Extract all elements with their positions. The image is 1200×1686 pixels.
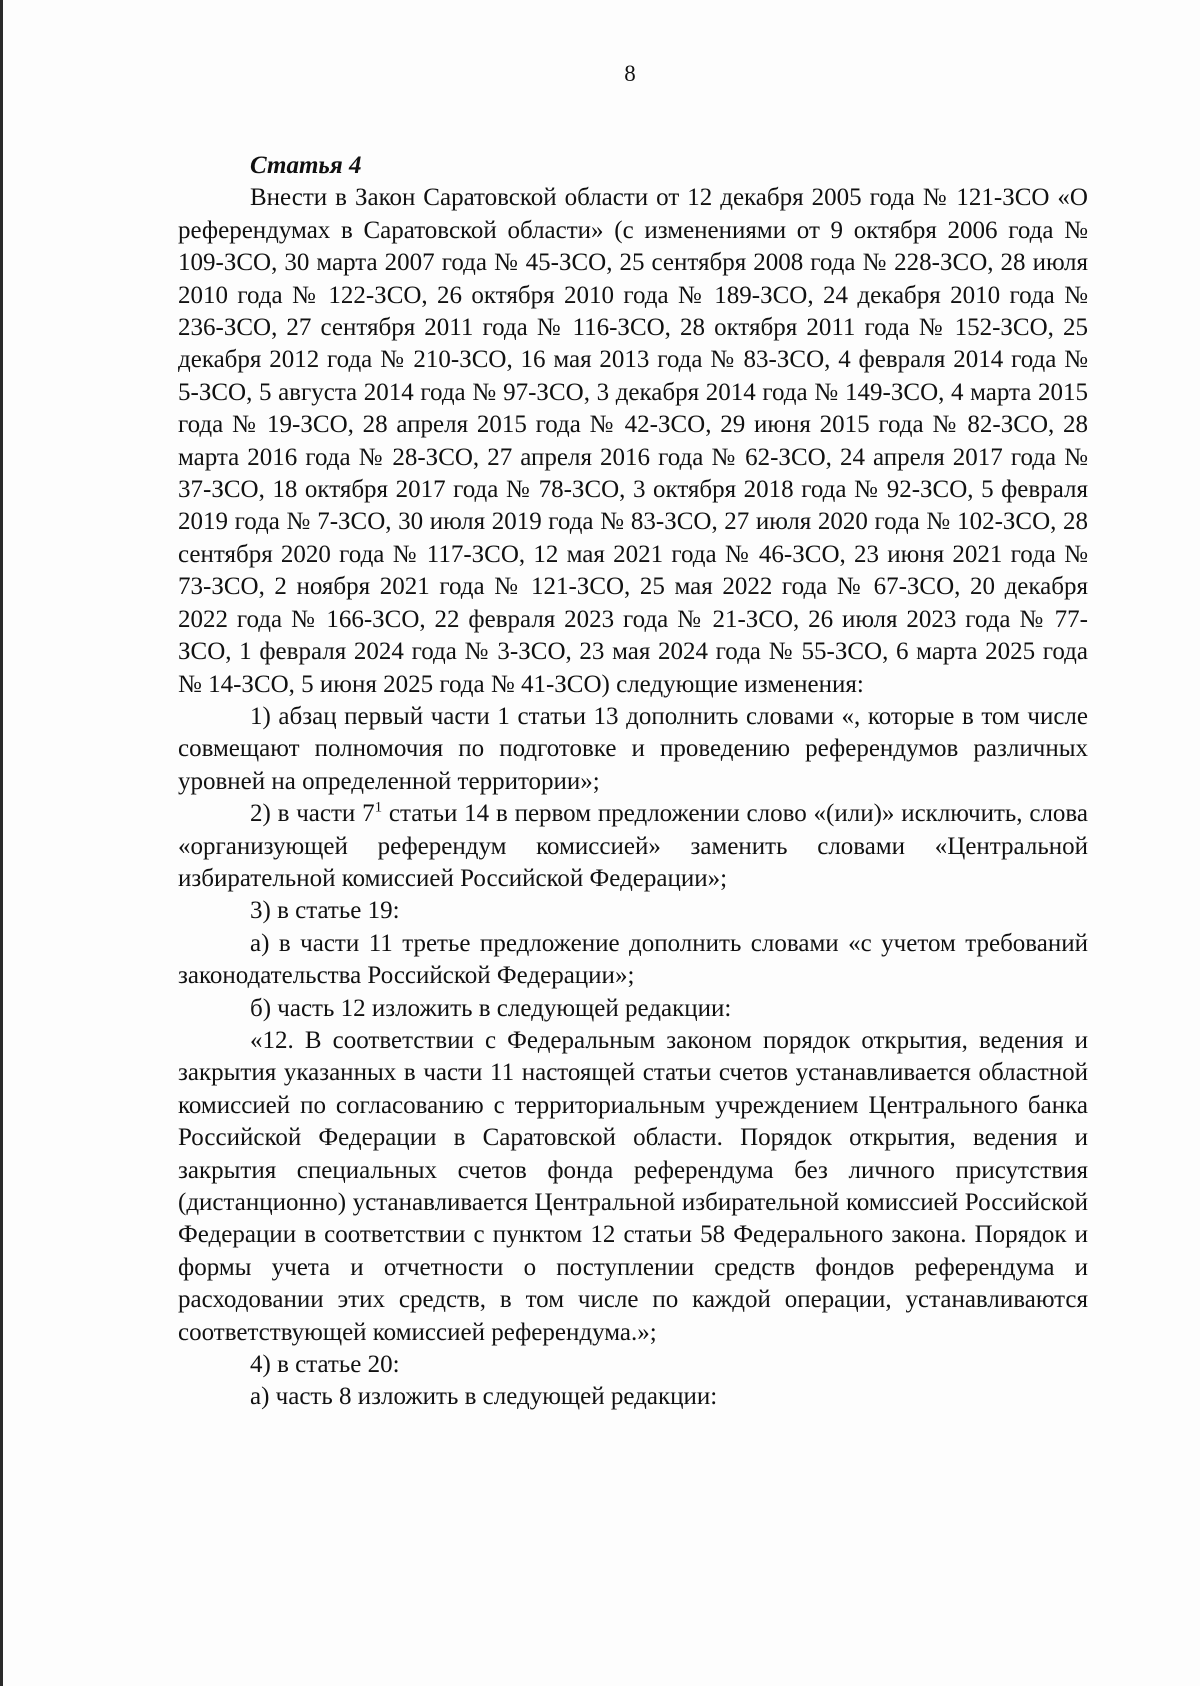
item-2-text-start: 2) в части 7 [250,800,375,828]
quoted-part-12: «12. В соответствии с Федеральным законом порядок открытия, ведения и закрытия указанных в части 11 настоящей статьи счетов устанавливается областной комиссией по согласованию с территориальным учреждением Центрального банка Российской Федерации в Саратовской области. Порядок открытия, ведения и закрытия специальных счетов фонда референдума без личного присутствия (дистанционно) устанавливается Центральной избирательной комиссией Российской Федерации в соответствии с пунктом 12 статьи 58 Федерального закона. Порядок и формы учета и отчетности о поступлении средств фондов референдума и расходовании этих средств, в том числе по каждой операции, устанавливаются соответствующей комиссией референдума.»; [178,1026,1088,1346]
item-2-text-end: статьи 14 в первом предложении слово «(или)» исключить, слова «организующей референдум комиссией» заменить словами «Центральной избирательной комиссией Российской Федерации»; [178,800,1088,892]
scan-edge [0,0,3,1686]
amendment-item-3a: а) в части 11 третье предложение дополнить словами «с учетом требований законодательства Российской Федерации»; [178,929,1088,990]
amendment-item-4a: а) часть 8 изложить в следующей редакции: [250,1383,718,1411]
amendment-item-1: 1) абзац первый части 1 статьи 13 дополнить словами «, которые в том числе совмещают полномочия по подготовке и проведению референдумов различных уровней на определенной территории»; [178,702,1088,795]
article-title: Статья 4 [250,152,362,179]
amendment-item-4: 4) в статье 20: [250,1351,400,1379]
page-number: 8 [624,61,636,86]
document-body [178,150,1088,1414]
amendment-item-3: 3) в статье 19: [250,897,400,925]
item-2-superscript: 1 [374,799,383,816]
amendment-item-3b: б) часть 12 изложить в следующей редакции: [250,994,732,1022]
intro-paragraph: Внести в Закон Саратовской области от 12 декабря 2005 года № 121-ЗСО «О референдумах в Саратовской области» (с изменениями от 9 октября 2006 года № 109-ЗСО, 30 марта 2007 года № 45-ЗСО, 25 сентября 2008 года № 228-ЗСО, 28 июля 2010 года № 122-ЗСО, 26 октября 2010 года № 189-ЗСО, 24 декабря 2010 года № 236-ЗСО, 27 сентября 2011 года № 116-ЗСО, 28 октября 2011 года № 152-ЗСО, 25 декабря 2012 года № 210-ЗСО, 16 мая 2013 года № 83-ЗСО, 4 февраля 2014 года № 5-ЗСО, 5 августа 2014 года № 97-ЗСО, 3 декабря 2014 года № 149-ЗСО, 4 марта 2015 года № 19-ЗСО, 28 апреля 2015 года № 42-ЗСО, 29 июня 2015 года № 82-ЗСО, 28 марта 2016 года № 28-ЗСО, 27 апреля 2016 года № 62-ЗСО, 24 апреля 2017 года № 37-ЗСО, 18 октября 2017 года № 78-ЗСО, 3 октября 2018 года № 92-ЗСО, 5 февраля 2019 года № 7-ЗСО, 30 июля 2019 года № 83-ЗСО, 27 июля 2020 года № 102-ЗСО, 28 сентября 2020 года № 117-ЗСО, 12 мая 2021 года № 46-ЗСО, 23 июня 2021 года № 73-ЗСО, 2 ноября 2021 года № 121-ЗСО, 25 мая 2022 года № 67-ЗСО, 20 декабря 2022 года № 166-ЗСО, 22 февраля 2023 года № 21-ЗСО, 26 июля 2023 года № 77-ЗСО, 1 февраля 2024 года № 3-ЗСО, 23 мая 2024 года № 55-ЗСО, 6 марта 2025 года № 14-ЗСО, 5 июня 2025 года № 41-ЗСО) следующие изменения: [178,184,1088,698]
amendment-item-2 [178,798,1088,895]
